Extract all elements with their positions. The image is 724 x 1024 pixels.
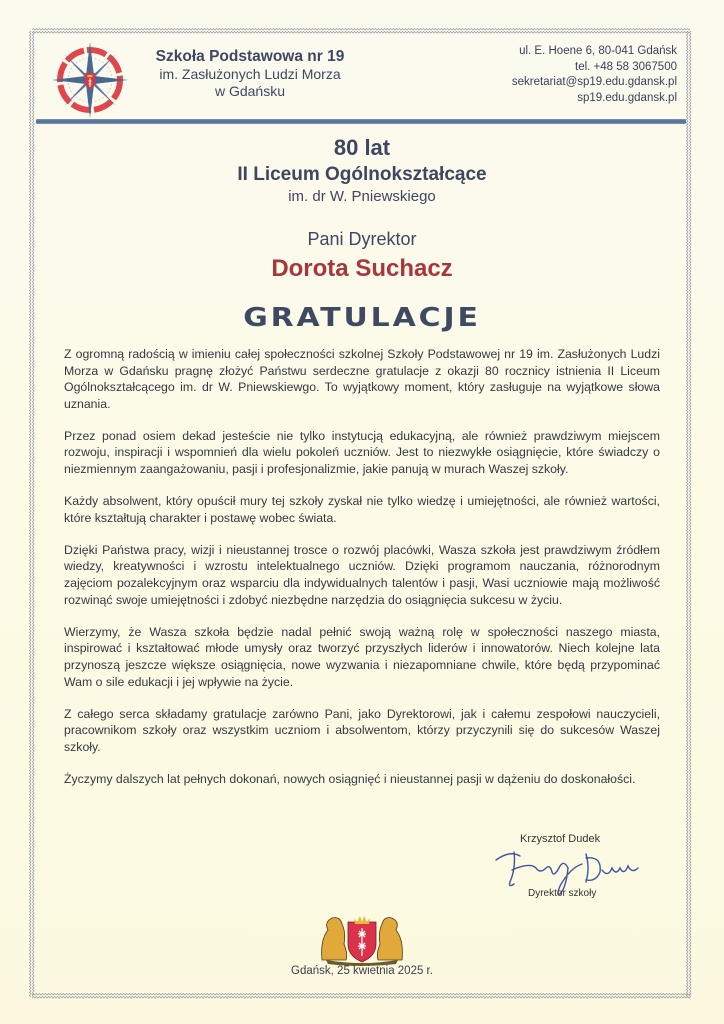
school-name: Szkoła Podstawowa nr 19	[155, 48, 345, 65]
paragraph: Każdy absolwent, który opuścił mury tej szkoły zyskał nie tylko wiedzę i umiejętności, ale również wartości, które kształtują charakter i postawę wobec świata.	[64, 494, 660, 525]
paragraph: Przez ponad osiem dekad jesteście nie tylko instytucją edukacyjną, ale również prawdziwym miejscem rozwoju, inspiracji i wspomnień dla wielu pokoleń uczniów. Jest to niezwykłe osiągnięcie, które świadczy o niezmiennym zaangażowaniu, pasji i profesjonalizmie, jakie panują w murach Waszej szkoły.	[64, 428, 660, 477]
paragraph: Z całego serca składamy gratulacje zarówno Pani, jako Dyrektorowi, jak i całemu zespołowi nauczycieli, pracownikom szkoły oraz wszystkim uczniom i absolwentom, którzy przyczynili się do sukcesów Waszej szkoły.	[64, 706, 660, 754]
anniversary-title: 80 lat	[333, 135, 391, 160]
congratulations-heading: GRATULACJE	[243, 303, 481, 333]
header-divider	[36, 119, 686, 124]
border-top	[32, 28, 690, 35]
addressee-name: Dorota Suchacz	[271, 255, 453, 282]
letter-body	[64, 346, 660, 803]
contact-phone: tel. +48 58 3067500	[575, 60, 677, 73]
institution-name: II Liceum Ogólnokształcące	[237, 164, 487, 185]
signatory-role: Dyrektor szkoły	[528, 888, 597, 899]
institution-patron: im. dr W. Pniewskiego	[288, 188, 436, 205]
compass-rose-icon	[50, 40, 130, 120]
signature-block	[490, 828, 660, 903]
gdansk-coat-of-arms-icon	[316, 910, 408, 966]
paragraph: Życzymy dalszych lat pełnych dokonań, nowych osiągnięć i nieustannej pasji w dążeniu do doskonałości.	[64, 771, 636, 786]
signatory-name: Krzysztof Dudek	[520, 833, 601, 845]
contact-website[interactable]: sp19.edu.gdansk.pl	[577, 91, 677, 104]
border-bottom	[32, 993, 690, 1000]
school-patron: im. Zasłużonych Ludzi Morza	[159, 66, 341, 82]
contact-email[interactable]: sekretariat@sp19.edu.gdansk.pl	[511, 76, 677, 88]
school-info	[145, 48, 355, 100]
contact-info	[512, 44, 677, 106]
contact-address: ul. E. Hoene 6, 80-041 Gdańsk	[519, 45, 677, 57]
school-city: w Gdańsku	[214, 83, 286, 99]
addressee-title: Pani Dyrektor	[307, 229, 417, 249]
paragraph: Dzięki Państwa pracy, wizji i nieustannej trosce o rozwój placówki, Wasza szkoła jest prawdziwym źródłem wiedzy, kreatywności i wzrostu intelektualnego uczniów. Dzięki programom nauczania, różnorodnym zajęciom pozalekcyjnym oraz wsparciu dla indywidualnych talentów i pasji, Wasi uczniowie mają możliwość rozwinąć swoje umiejętności i zdobyć niezbędne narzędzia do osiągnięcia sukcesu w życiu.	[64, 542, 660, 607]
paragraph: Z ogromną radością w imieniu całej społeczności szkolnej Szkoły Podstawowej nr 19 im. Zasłużonych Ludzi Morza w Gdańsku pragnę złożyć Państwu serdeczne gratulacje z okazji 80 rocznicy istnienia II Liceum Ogólnokształcącego im. dr W. Pniewskiewgo. To wyjątkowy moment, który zasługuje na wyjątkowe słowa uznania.	[64, 347, 660, 411]
place-and-date: Gdańsk, 25 kwietnia 2025 r.	[291, 965, 433, 977]
paragraph: Wierzymy, że Wasza szkoła będzie nadal pełnić swoją ważną rolę w społeczności naszego miasta, inspirować i kształtować młode umysły oraz tworzyć przyszłych liderów i innowatorów. Niech kolejne lata przynoszą jeszcze większe osiągnięcia, nowe wyzwania i niezapomniane chwile, które będą przypominać Wam o sile edukacji i jej wpływie na życie.	[64, 624, 660, 689]
